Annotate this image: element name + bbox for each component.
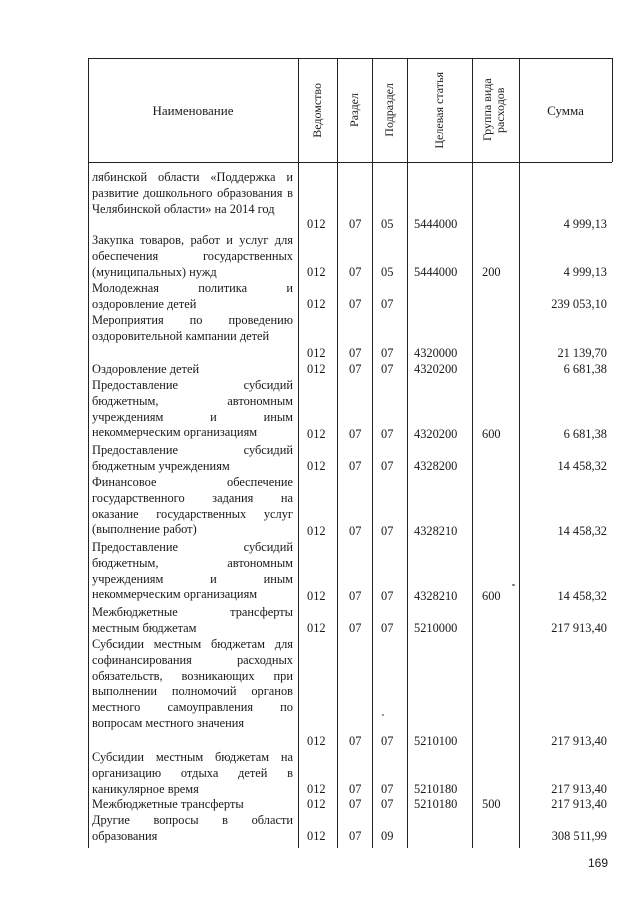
table-right-border [612, 58, 613, 162]
header-gruppa-cell [472, 58, 519, 162]
row-razdel: 07 [349, 217, 362, 231]
row-name: Субсидии местным бюджетам на организацию отдыха детей в каникулярное время [92, 750, 293, 796]
header-vedomstvo-cell [298, 58, 337, 162]
row-vedomstvo: 012 [307, 524, 326, 538]
row-summa: 217 913,40 [551, 782, 607, 796]
row-name: Предоставление субсидий бюджетным учреждениям [92, 443, 293, 473]
row-razdel: 07 [349, 829, 362, 843]
row-vedomstvo: 012 [307, 797, 326, 811]
row-podrazdel: 07 [381, 734, 394, 748]
column-divider-podrazdel [372, 58, 373, 848]
row-summa: 217 913,40 [551, 621, 607, 635]
page-number: 169 [587, 856, 608, 870]
row-summa: 6 681,38 [563, 362, 607, 376]
row-celevaya: 5210180 [414, 797, 458, 811]
row-summa: 217 913,40 [551, 734, 607, 748]
row-razdel: 07 [349, 459, 362, 473]
row-name: лябинской области «Поддержка и развитие дошкольного образования в Челябинской области» на 2014 год [92, 170, 293, 216]
row-razdel: 07 [349, 524, 362, 538]
row-name: Межбюджетные трансферты местным бюджетам [92, 605, 293, 635]
row-podrazdel: 07 [381, 297, 394, 311]
row-podrazdel: 07 [381, 459, 394, 473]
row-summa: 239 053,10 [551, 297, 607, 311]
row-celevaya: 5444000 [414, 217, 458, 231]
header-razdel: Раздел [347, 93, 361, 127]
column-divider-celevaya [407, 58, 408, 848]
row-summa: 14 458,32 [557, 524, 607, 538]
row-podrazdel: 07 [381, 782, 394, 796]
header-bottom-border [88, 162, 612, 163]
row-celevaya: 4328210 [414, 589, 458, 603]
row-razdel: 07 [349, 621, 362, 635]
row-summa: 4 999,13 [563, 217, 607, 231]
row-vedomstvo: 012 [307, 459, 326, 473]
row-summa: 217 913,40 [551, 797, 607, 811]
row-celevaya: 4320200 [414, 427, 458, 441]
row-celevaya: 4328200 [414, 459, 458, 473]
table-left-border [88, 58, 89, 848]
row-podrazdel: 07 [381, 346, 394, 360]
row-razdel: 07 [349, 734, 362, 748]
header-podrazdel: Подраздел [382, 83, 396, 137]
column-divider-summa [519, 58, 520, 848]
row-name: Субсидии местным бюджетам для софинансирования расходных обязательств, возникающих при выполнении полномочий органов местного самоуправления по вопросам местного значения [92, 637, 293, 730]
row-celevaya: 4320200 [414, 362, 458, 376]
row-podrazdel: 07 [381, 362, 394, 376]
row-celevaya: 5444000 [414, 265, 458, 279]
row-summa: 4 999,13 [563, 265, 607, 279]
row-vedomstvo: 012 [307, 829, 326, 843]
header-razdel-cell [337, 58, 372, 162]
row-celevaya: 5210180 [414, 782, 458, 796]
row-name: Предоставление субсидий бюджетным, автономным учреждениям и иным некоммерческим организациям [92, 540, 293, 602]
row-name: Молодежная политика и оздоровление детей [92, 281, 293, 311]
header-vedomstvo: Ведомство [310, 82, 324, 138]
row-name: Предоставление субсидий бюджетным, автономным учреждениям и иным некоммерческим организациям [92, 378, 293, 440]
row-vedomstvo: 012 [307, 362, 326, 376]
row-name: Закупка товаров, работ и услуг для обеспечения государственных (муниципальных) нужд [92, 233, 293, 279]
row-summa: 14 458,32 [557, 459, 607, 473]
row-razdel: 07 [349, 427, 362, 441]
row-summa: 14 458,32 [557, 589, 607, 603]
row-vedomstvo: 012 [307, 782, 326, 796]
row-razdel: 07 [349, 346, 362, 360]
header-gruppa: Группа вида расходов [479, 78, 507, 142]
row-razdel: 07 [349, 265, 362, 279]
row-podrazdel: 07 [381, 621, 394, 635]
header-name: Наименование [152, 103, 234, 118]
row-razdel: 07 [349, 782, 362, 796]
row-podrazdel: 07 [381, 589, 394, 603]
row-gruppa: 600 [482, 589, 501, 603]
row-name: Межбюджетные трансферты [92, 797, 244, 811]
row-name: Мероприятия по проведению оздоровительной кампании детей [92, 313, 293, 343]
row-vedomstvo: 012 [307, 621, 326, 635]
row-name: Финансовое обеспечение государственного задания на оказание государственных услуг (выполнение работ) [92, 475, 293, 537]
row-gruppa: 200 [482, 265, 501, 279]
row-vedomstvo: 012 [307, 346, 326, 360]
row-celevaya: 4328210 [414, 524, 458, 538]
row-podrazdel: 05 [381, 217, 394, 231]
header-summa: Сумма [547, 103, 584, 118]
row-razdel: 07 [349, 362, 362, 376]
row-summa: 21 139,70 [557, 346, 607, 360]
row-razdel: 07 [349, 589, 362, 603]
header-celevaya: Целевая статья [432, 71, 446, 149]
scan-speck [512, 584, 515, 586]
row-celevaya: 5210000 [414, 621, 458, 635]
row-razdel: 07 [349, 797, 362, 811]
row-gruppa: 500 [482, 797, 501, 811]
row-razdel: 07 [349, 297, 362, 311]
scan-speck [382, 714, 384, 716]
row-celevaya: 4320000 [414, 346, 458, 360]
row-podrazdel: 09 [381, 829, 394, 843]
row-vedomstvo: 012 [307, 297, 326, 311]
header-podrazdel-cell [372, 58, 407, 162]
row-name: Другие вопросы в области образования [92, 813, 293, 843]
column-divider-vedomstvo [298, 58, 299, 848]
row-summa: 6 681,38 [563, 427, 607, 441]
row-podrazdel: 07 [381, 427, 394, 441]
row-vedomstvo: 012 [307, 427, 326, 441]
row-vedomstvo: 012 [307, 589, 326, 603]
row-podrazdel: 07 [381, 524, 394, 538]
row-podrazdel: 05 [381, 265, 394, 279]
row-name: Оздоровление детей [92, 362, 200, 376]
column-divider-gruppa [472, 58, 473, 848]
row-vedomstvo: 012 [307, 217, 326, 231]
row-vedomstvo: 012 [307, 734, 326, 748]
row-summa: 308 511,99 [551, 829, 607, 843]
row-celevaya: 5210100 [414, 734, 458, 748]
header-celevaya-cell [407, 58, 472, 162]
row-vedomstvo: 012 [307, 265, 326, 279]
row-podrazdel: 07 [381, 797, 394, 811]
column-divider-razdel [337, 58, 338, 848]
row-gruppa: 600 [482, 427, 501, 441]
